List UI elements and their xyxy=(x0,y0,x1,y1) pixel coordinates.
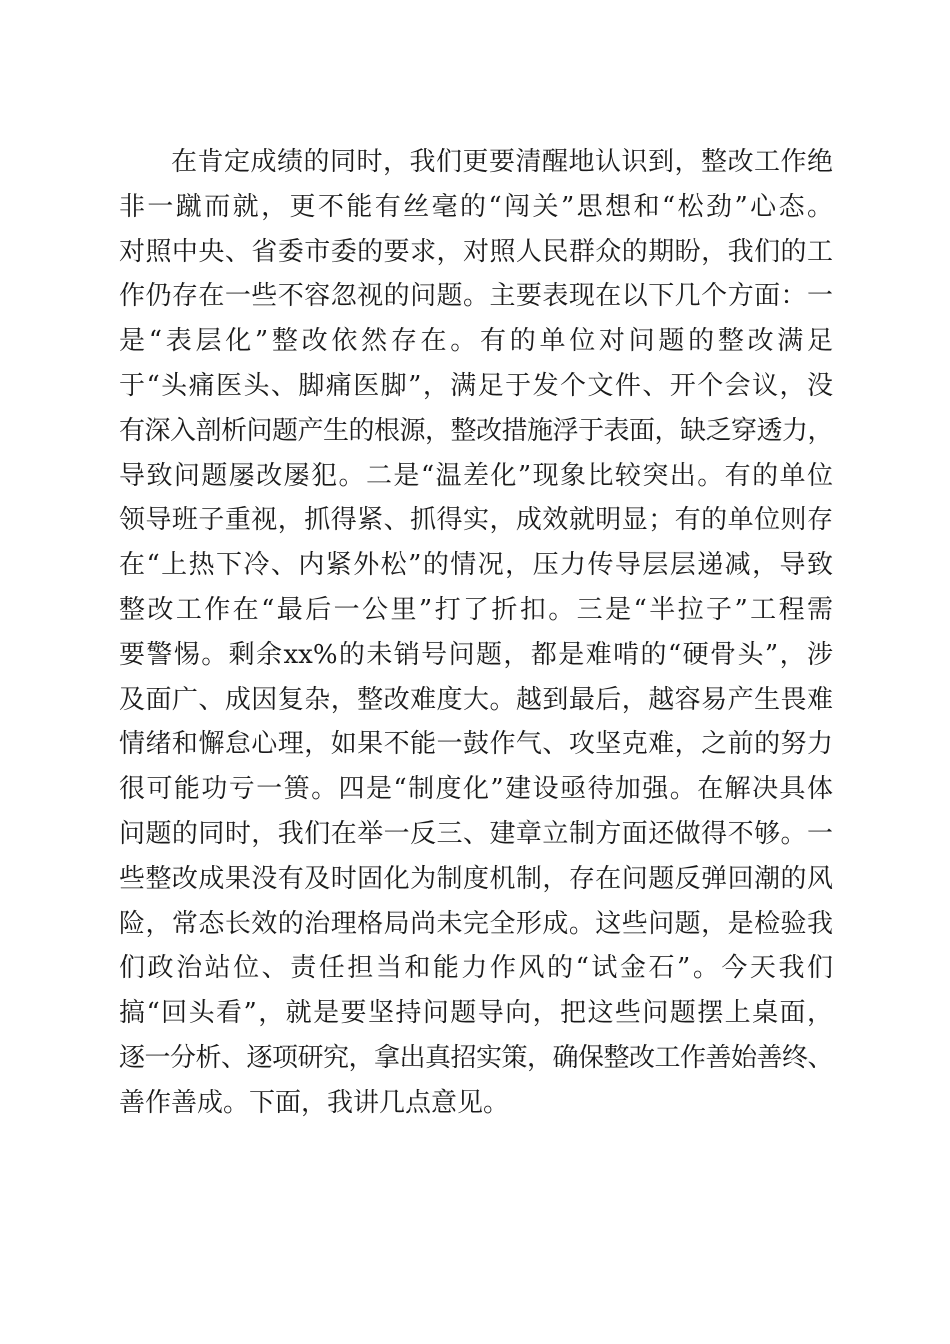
paragraph-line: 逐一分析、逐项研究，拿出真招实策，确保整改工作善始善终、 xyxy=(119,1042,834,1073)
paragraph-line: 问题的同时，我们在举一反三、建章立制方面还做得不够。一 xyxy=(119,818,833,849)
paragraph-line: 在“上热下冷、内紧外松”的情况，压力传导层层递减，导致 xyxy=(119,550,833,581)
paragraph-line: 很可能功亏一篑。四是“制度化”建设亟待加强。在解决具体 xyxy=(119,774,833,805)
paragraph-line: 于“头痛医头、脚痛医脚”，满足于发个文件、开个会议，没 xyxy=(119,370,833,401)
paragraph-line: 对照中央、省委市委的要求，对照人民群众的期盼，我们的工 xyxy=(119,236,833,267)
paragraph-line: 有深入剖析问题产生的根源，整改措施浮于表面，缺乏穿透力， xyxy=(119,415,834,446)
paragraph-line: 情绪和懈怠心理，如果不能一鼓作气、攻坚克难，之前的努力 xyxy=(119,729,833,760)
paragraph-line: 领导班子重视，抓得紧、抓得实，成效就明显；有的单位则存 xyxy=(119,505,833,536)
paragraph-line: 及面广、成因复杂，整改难度大。越到最后，越容易产生畏难 xyxy=(119,684,833,715)
paragraph-line: 导致问题屡改屡犯。二是“温差化”现象比较突出。有的单位 xyxy=(119,460,833,491)
paragraph-line: 险，常态长效的治理格局尚未完全形成。这些问题，是检验我 xyxy=(119,908,833,939)
paragraph-line: 些整改成果没有及时固化为制度机制，存在问题反弹回潮的风 xyxy=(119,863,833,894)
body-paragraph xyxy=(119,140,833,1126)
paragraph-line: 要警惕。剩余xx%的未销号问题，都是难啃的“硬骨头”，涉 xyxy=(119,639,833,670)
paragraph-line: 善作善成。下面，我讲几点意见。 xyxy=(119,1087,510,1118)
paragraph-line: 整改工作在“最后一公里”打了折扣。三是“半拉子”工程需 xyxy=(119,594,833,625)
paragraph-line: 搞“回头看”，就是要坚持问题导向，把这些问题摆上桌面， xyxy=(119,998,833,1029)
paragraph-line: 非一蹴而就，更不能有丝毫的“闯关”思想和“松劲”心态。 xyxy=(119,191,833,222)
paragraph-line: 是“表层化”整改依然存在。有的单位对问题的整改满足 xyxy=(119,326,833,357)
paragraph-line: 们政治站位、责任担当和能力作风的“试金石”。今天我们 xyxy=(119,953,833,984)
paragraph-line: 在肯定成绩的同时，我们更要清醒地认识到，整改工作绝 xyxy=(171,147,833,177)
paragraph-line: 作仍存在一些不容忽视的问题。主要表现在以下几个方面：一 xyxy=(119,281,833,312)
